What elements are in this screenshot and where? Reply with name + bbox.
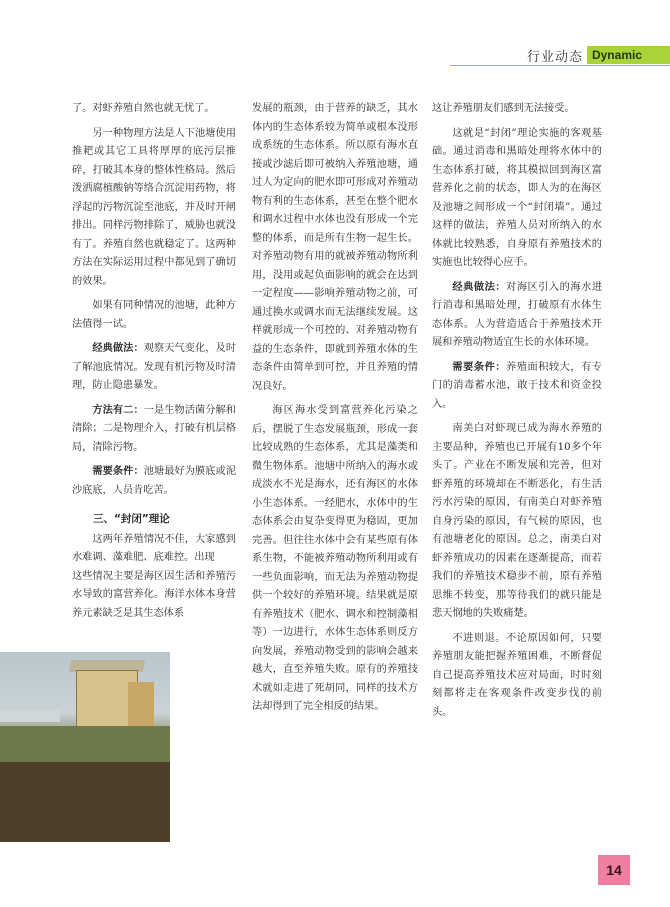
label-two-methods: 方法有二：	[92, 404, 144, 416]
paragraph	[72, 402, 236, 458]
photo-hut-side	[128, 682, 154, 726]
paragraph: 了。对虾养殖自然也就无忧了。	[72, 103, 215, 114]
paragraph: 不进则退。不论原因如何，只要养殖朋友能把握养殖困难，不断督促自己提高养殖技术应对局面，时时刻刻都将走在客观条件改变步伐的前头。	[432, 632, 602, 718]
paragraph-text: 对海区引入的海水进行消毒和黑暗处理，打破原有水体生态体系。人为营造适合于养殖技术开展和养殖动物适宜生长的水体环境。	[432, 281, 603, 348]
paragraph-text: 养殖面积较大，有专门的消毒蓄水池，敢于技术和资金投入。	[432, 361, 603, 410]
shrimp-pond-photo	[0, 652, 170, 842]
photo-shore	[0, 726, 170, 766]
label-classic-method: 经典做法：	[92, 343, 144, 354]
column-1	[72, 100, 236, 629]
section-english-tag: Dynamic	[587, 46, 670, 64]
paragraph	[432, 279, 602, 353]
paragraph-text: 池塘最好为膜底或泥沙底底，人员肯吃苦。	[72, 466, 237, 496]
label-conditions: 需要条件：	[452, 361, 507, 373]
photo-ground	[0, 762, 170, 842]
section-title: 行业动态	[526, 49, 583, 65]
paragraph: 如果有同种情况的池塘，此种方法值得一试。	[72, 300, 236, 330]
column-3	[432, 100, 602, 728]
header-rule	[450, 65, 670, 66]
page-number: 14	[598, 855, 630, 885]
paragraph-text: 观察天气变化，及时了解池底情况。发现有机污物及时清理，防止隐患暴发。	[72, 343, 237, 391]
section-heading: 三、“封闭”理论	[93, 513, 170, 525]
paragraph: 海区海水受到富营养化污染之后，摆脱了生态发展瓶颈，形成一套比较成熟的生态体系，尤其是藻类和微生物体系。池塘中所纳入的海水或成淡水不光是海水，还有海区的水体小生态体系。一经肥水，水体中的生态体系会由复杂变得更为稳固，更加完善。但往往水体中会有某些原有体系生物，不能被养殖动物所利用或有一些负面影响，而无法为养殖动物提供一个较好的养殖环境。结果就是原有养殖技术（肥水、调水和控制藻相等）一边进行，水体生态体系则反方向发展，养殖动物受到的影响会越来越大，直至养殖失败。原有的养殖技术就如走进了死胡同，同样的技术方法却得到了完全相反的结果。	[252, 405, 418, 712]
paragraph: 这让养殖朋友们感到无法接受。	[432, 103, 575, 114]
column-2	[252, 100, 418, 723]
paragraph: 这就是“封闭”理论实施的客观基础。通过消毒和黑暗处理将水体中的生态体系打破，将其模拟回到海区富营养化之前的状态，即人为的在海区及池塘之间形成一个“封闭墙”。通过这样的做法，养殖人员对所纳入的水体就比较熟悉，自身原有养殖技术的实施也比较得心应手。	[432, 127, 602, 268]
paragraph-wrapped: 这些情况主要是海区因生活和养殖污水导致的富营养化。海洋水体本身营养元素缺乏是其生态体系	[72, 570, 236, 619]
paragraph: 南美白对虾现已成为海水养殖的主要品种，养殖也已开展有10多个年头了。产业在不断发展和完善，但对虾养殖的环境却在不断恶化，有生活污水污染的原因，有南美白对虾养殖自身污染的原因，有气候的原因，也有池塘老化的原因。总之，南美白对虾养殖成功的因素在逐渐提高，而若我们的养殖技术稳步不前，原有养殖思维不转变，那等待我们的就只能是悲天悯地的失败痛楚。	[432, 423, 602, 619]
paragraph: 这两年养殖情况不佳，大家感到水难调、藻难肥、底难控。出现	[72, 533, 236, 563]
paragraph: 另一种物理方法是人下池塘使用推耙或其它工具将厚厚的底污层推碎，打破其本身的整体性格局。然后泼洒腐植酸钠等络合沉淀用药物，将浮起的污物沉淀至池底，并及时开闸排出。同样污物排除了，威胁也就没有了。养殖自然也就稳定了。这两种方法在实际运用过程中都见到了确切的效果。	[72, 127, 236, 287]
photo-water	[0, 710, 60, 722]
paragraph	[72, 463, 236, 500]
paragraph	[432, 359, 602, 415]
section-header	[527, 46, 670, 64]
paragraph: 发展的瓶颈，由于营养的缺乏，其水体内的生态体系较为简单或根本没形成系统的生态体系。所以原有海水直接或沙滤后即可被纳入养殖池塘，通过人为定向的肥水即可形成对养殖动物有利的生态体系，甚至在整个肥水和调水过程中水体也没有形成一个完整的体系，而是所有生物一起生长。对养殖动物有用的就被养殖动物所利用，没用或起负面影响的就会在达到一定程度——影响养殖动物之前，可通过换水或调水而无法继续发展。这样就形成一个可控的、对养殖动物有益的生态条件，即就到养殖水体的生态条件由简单到可控，并且养殖的情况良好。	[252, 103, 418, 392]
paragraph-text: 一是生物活菌分解和清除；二是物理介入，打破有机层格局，清除污物。	[72, 404, 237, 453]
label-classic-method: 经典做法：	[452, 281, 507, 293]
label-conditions: 需要条件：	[92, 466, 144, 477]
paragraph	[72, 340, 236, 396]
